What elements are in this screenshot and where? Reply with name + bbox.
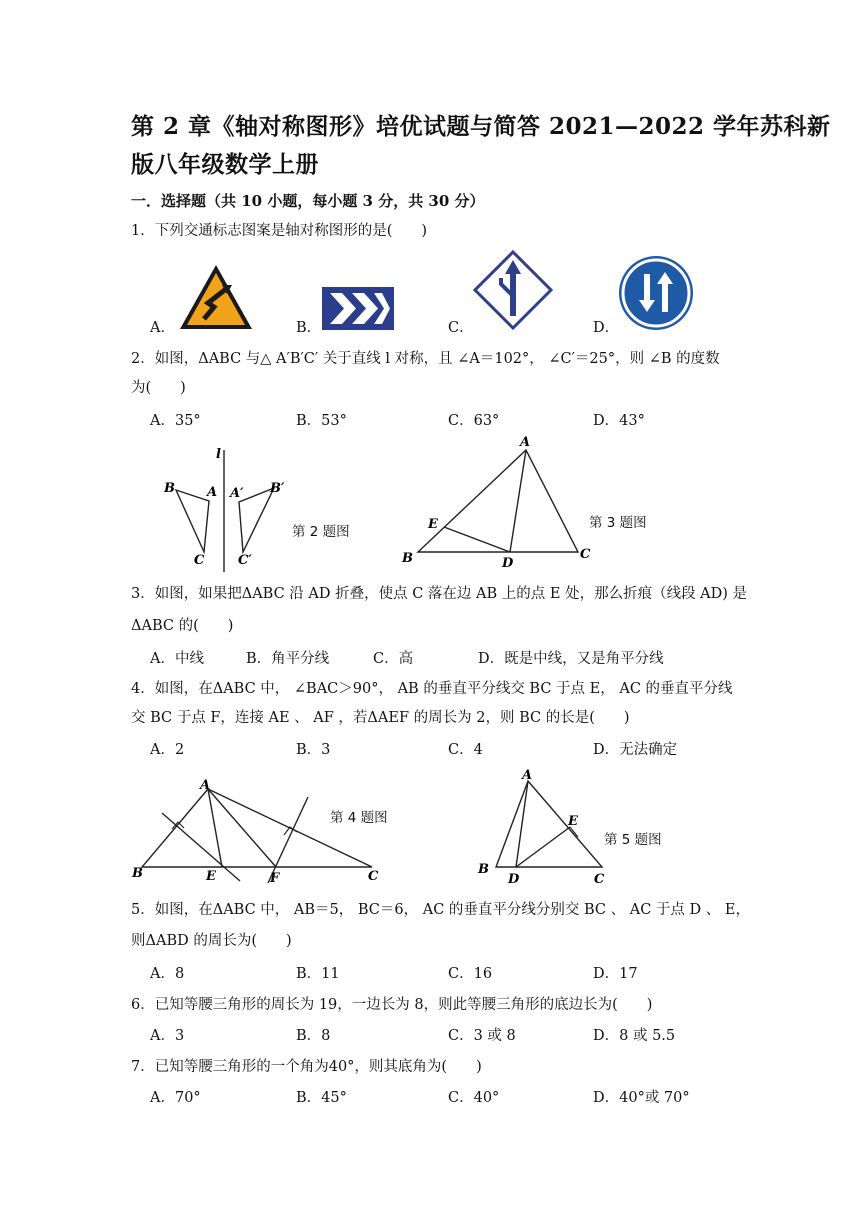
question-5-stem-line1: 5．如图，在ΔABC 中， AB＝5， BC＝6， AC 的垂直平分线分别交 BC 、 AC 于点 D 、 E，: [131, 902, 750, 918]
label-c: C: [580, 547, 591, 562]
label-e: E: [428, 517, 438, 532]
q4-option-d: D．无法确定: [593, 742, 678, 758]
figure-2-reflection-diagram: [160, 440, 290, 575]
q7-option-b: B．45°: [296, 1090, 347, 1106]
question-4-stem-line1: 4．如图，在ΔABC 中， ∠BAC＞90°， AB 的垂直平分线交 BC 于点 E， AC 的垂直平分线: [131, 681, 733, 697]
q3-option-d: D．既是中线，又是角平分线: [478, 651, 664, 667]
q7-option-c: C．40°: [448, 1090, 500, 1106]
figure-3-fold-diagram: [398, 430, 598, 570]
q6-option-a: A．3: [150, 1028, 185, 1044]
page-title-line1: 第 2 章《轴对称图形》培优试题与简答 2021—2022 学年苏科新: [131, 113, 831, 140]
figure-4-perpendicular-bisector-diagram: [128, 775, 388, 885]
figure-4-caption: 第 4 题图: [330, 810, 388, 826]
question-1-stem: 1．下列交通标志图案是轴对称图形的是( ): [131, 223, 428, 239]
label-d: D: [502, 556, 514, 570]
label-a-prime: A′: [230, 486, 244, 501]
two-way-traffic-sign-icon: [617, 254, 695, 332]
label-c: C: [594, 872, 605, 887]
q3-option-c: C．高: [373, 651, 414, 667]
q2-option-c: C．63°: [448, 413, 500, 429]
zigzag-road-sign-icon: [178, 263, 254, 331]
question-3-stem-line2: ΔABC 的( ): [131, 618, 234, 634]
figure-3-caption: 第 3 题图: [589, 515, 647, 531]
q5-option-a: A．8: [150, 966, 185, 982]
label-e: E: [206, 869, 216, 884]
chevron-arrows-sign-icon: [322, 287, 394, 330]
q3-option-a: A．中线: [150, 651, 204, 667]
merge-arrow-sign-icon: [473, 250, 553, 330]
label-f: F: [270, 871, 280, 885]
q5-option-b: B．11: [296, 966, 340, 982]
label-d: D: [508, 872, 520, 887]
q5-option-d: D．17: [593, 966, 638, 982]
question-3-stem-line1: 3．如图，如果把ΔABC 沿 AD 折叠，使点 C 落在边 AB 上的点 E 处，那么折痕（线段 AD) 是: [131, 586, 748, 602]
q2-option-a: A．35°: [150, 413, 201, 429]
label-b: B: [132, 866, 143, 881]
q7-option-d: D．40°或 70°: [593, 1090, 690, 1106]
q1-option-a: A．: [150, 320, 175, 336]
label-c-prime: C′: [238, 553, 252, 568]
figure-2-caption: 第 2 题图: [292, 524, 350, 540]
q1-option-d: D．: [593, 320, 620, 336]
figure-5-caption: 第 5 题图: [604, 832, 662, 848]
label-a: A: [522, 768, 533, 783]
label-a: A: [520, 435, 531, 450]
q6-option-b: B．8: [296, 1028, 331, 1044]
label-b: B: [478, 862, 489, 877]
q4-option-a: A．2: [150, 742, 185, 758]
q6-option-c: C．3 或 8: [448, 1028, 516, 1044]
label-l: l: [216, 447, 221, 462]
question-2-stem-line2: 为( ): [131, 380, 186, 396]
q6-option-d: D．8 或 5.5: [593, 1028, 676, 1044]
question-4-stem-line2: 交 BC 于点 F，连接 AE 、 AF ，若ΔAEF 的周长为 2，则 BC 的长是( ): [131, 710, 630, 726]
label-b-prime: B′: [270, 481, 285, 496]
q3-option-b: B．角平分线: [246, 651, 330, 667]
q5-option-c: C．16: [448, 966, 493, 982]
label-b: B: [402, 551, 413, 566]
q2-option-d: D．43°: [593, 413, 645, 429]
q7-option-a: A．70°: [150, 1090, 201, 1106]
label-a: A: [207, 485, 218, 500]
label-b: B: [164, 481, 175, 496]
label-e: E: [568, 814, 578, 829]
label-c: C: [194, 553, 205, 568]
q1-option-b: B．: [296, 320, 322, 336]
q2-option-b: B．53°: [296, 413, 347, 429]
question-7-stem: 7．已知等腰三角形的一个角为40°，则其底角为( ): [131, 1059, 482, 1075]
question-5-stem-line2: 则ΔABD 的周长为( ): [131, 933, 292, 949]
q4-option-b: B．3: [296, 742, 331, 758]
figure-5-perpendicular-bisector-diagram: [474, 765, 614, 890]
label-a: A: [200, 778, 211, 793]
page-title-line2: 版八年级数学上册: [131, 151, 319, 178]
section-heading: 一．选择题（共 10 小题，每小题 3 分，共 30 分）: [131, 192, 485, 210]
q4-option-c: C．4: [448, 742, 483, 758]
label-c: C: [368, 869, 379, 884]
question-6-stem: 6．已知等腰三角形的周长为 19，一边长为 8，则此等腰三角形的底边长为( ): [131, 997, 653, 1013]
q1-option-c: C．: [448, 320, 474, 336]
question-2-stem-line1: 2．如图，ΔABC 与△ A′B′C′ 关于直线 l 对称，且 ∠A＝102°， ∠C′＝25°，则 ∠B 的度数: [131, 351, 720, 367]
